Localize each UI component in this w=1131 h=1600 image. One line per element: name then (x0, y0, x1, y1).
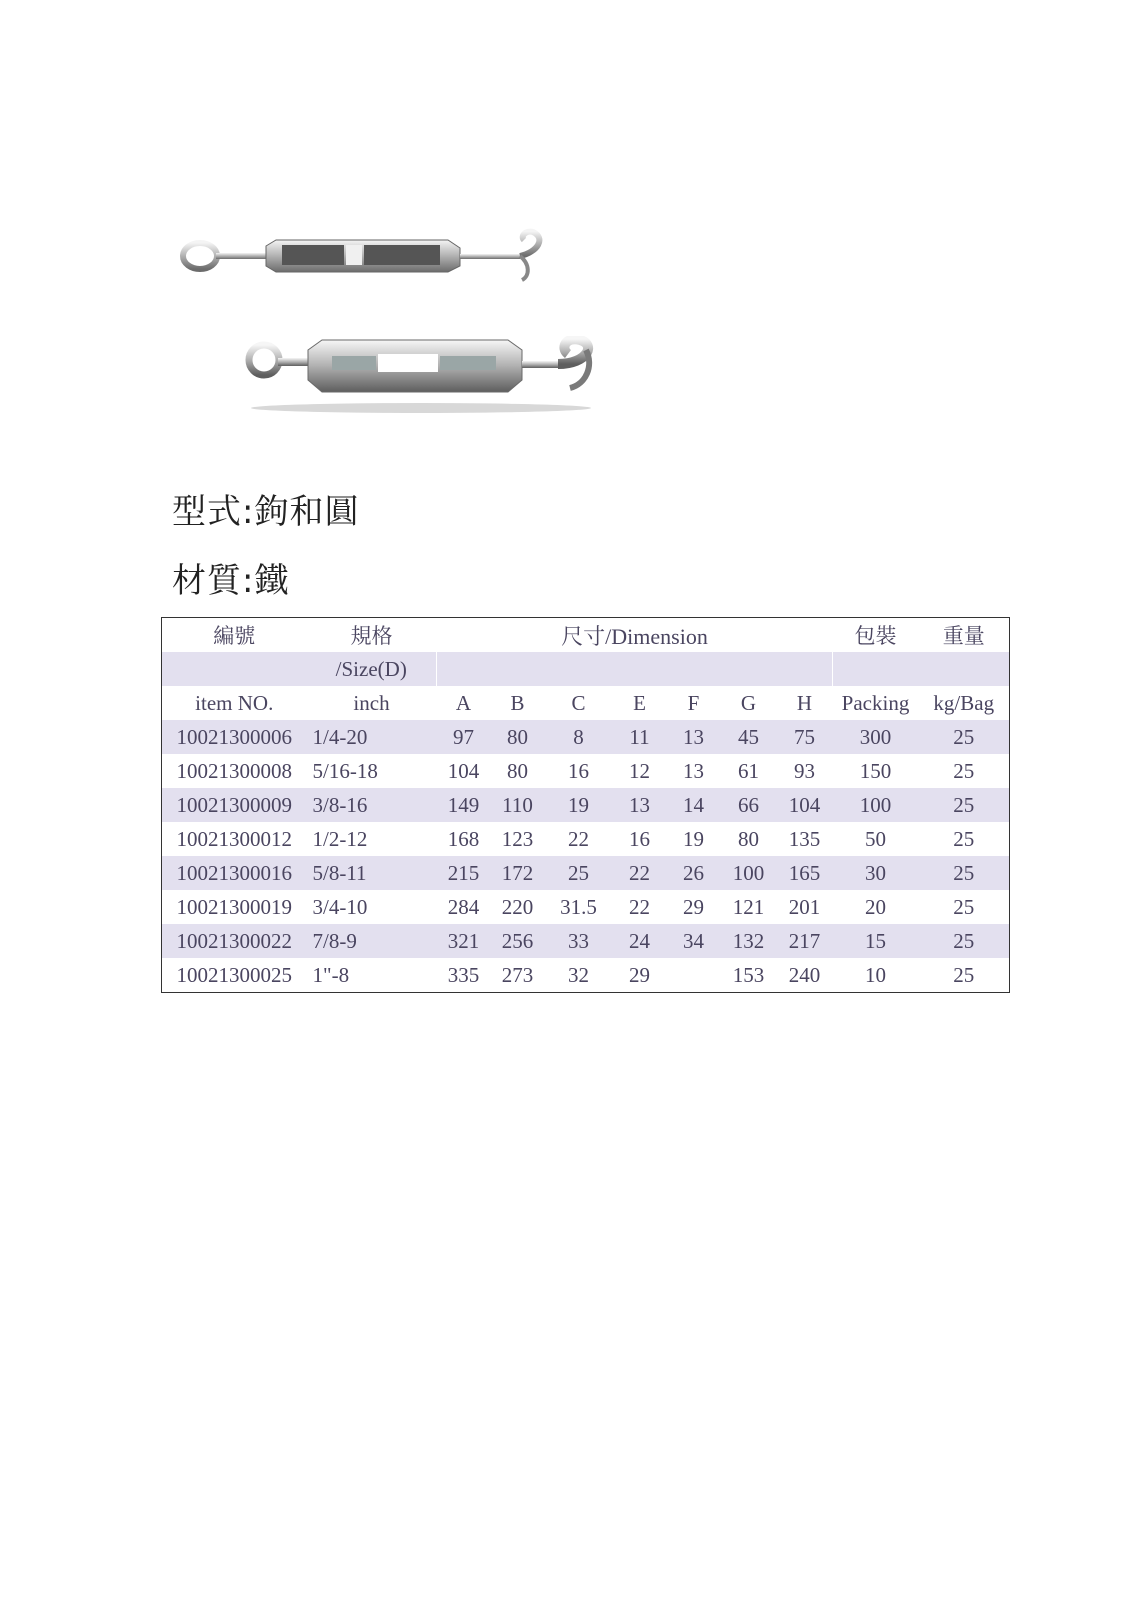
header-size-cn: 規格 (307, 618, 437, 653)
dim-a: 335 (437, 958, 491, 993)
weight-value: 25 (919, 720, 1010, 754)
weight-value: 25 (919, 958, 1010, 993)
header-item-en: item NO. (162, 686, 307, 720)
dim-a: 104 (437, 754, 491, 788)
dim-b: 110 (491, 788, 545, 822)
dim-c: 19 (545, 788, 613, 822)
dim-f: 29 (667, 890, 721, 924)
table-row (162, 856, 1010, 890)
packing-value: 15 (833, 924, 919, 958)
dim-c: 16 (545, 754, 613, 788)
dim-f: 34 (667, 924, 721, 958)
header-item-cn: 編號 (162, 618, 307, 653)
weight-value: 25 (919, 924, 1010, 958)
weight-value: 25 (919, 754, 1010, 788)
packing-value: 50 (833, 822, 919, 856)
table-row (162, 924, 1010, 958)
header-col-g: G (721, 686, 777, 720)
dim-b: 256 (491, 924, 545, 958)
item-number: 10021300019 (162, 890, 307, 924)
dim-g: 45 (721, 720, 777, 754)
dim-f (667, 958, 721, 993)
dim-a: 321 (437, 924, 491, 958)
dim-f: 26 (667, 856, 721, 890)
dim-h: 93 (777, 754, 833, 788)
dim-g: 153 (721, 958, 777, 993)
dim-a: 215 (437, 856, 491, 890)
item-number: 10021300008 (162, 754, 307, 788)
dim-g: 121 (721, 890, 777, 924)
dim-e: 12 (613, 754, 667, 788)
dim-e: 22 (613, 890, 667, 924)
dim-b: 80 (491, 754, 545, 788)
header-size-en: /Size(D) (307, 652, 437, 686)
table-row (162, 720, 1010, 754)
dim-c: 8 (545, 720, 613, 754)
dim-g: 61 (721, 754, 777, 788)
table-row (162, 958, 1010, 993)
dim-c: 25 (545, 856, 613, 890)
size-value: 3/4-10 (307, 890, 437, 924)
header-col-a: A (437, 686, 491, 720)
material-label: 材質:鐵 (172, 561, 290, 601)
dim-g: 132 (721, 924, 777, 958)
dim-h: 201 (777, 890, 833, 924)
dim-f: 14 (667, 788, 721, 822)
header-col-e: E (613, 686, 667, 720)
header-col-b: B (491, 686, 545, 720)
dim-f: 13 (667, 754, 721, 788)
size-value: 5/16-18 (307, 754, 437, 788)
dim-c: 32 (545, 958, 613, 993)
packing-value: 100 (833, 788, 919, 822)
dim-a: 97 (437, 720, 491, 754)
dim-e: 13 (613, 788, 667, 822)
header-weight-cn: 重量 (919, 618, 1010, 653)
item-number: 10021300022 (162, 924, 307, 958)
header-dimension: 尺寸/Dimension (437, 618, 833, 653)
size-value: 1/2-12 (307, 822, 437, 856)
weight-value: 25 (919, 856, 1010, 890)
header-weight-en: kg/Bag (919, 686, 1010, 720)
dim-a: 284 (437, 890, 491, 924)
dim-e: 22 (613, 856, 667, 890)
packing-value: 150 (833, 754, 919, 788)
dim-e: 16 (613, 822, 667, 856)
table-header-row-top (162, 618, 1010, 653)
weight-value: 25 (919, 822, 1010, 856)
weight-value: 25 (919, 890, 1010, 924)
dim-e: 24 (613, 924, 667, 958)
dim-h: 75 (777, 720, 833, 754)
turnbuckle-eye-hook-photo-top (178, 228, 550, 288)
dim-g: 100 (721, 856, 777, 890)
type-label: 型式:鉤和圓 (172, 492, 360, 532)
dim-h: 240 (777, 958, 833, 993)
table-row (162, 754, 1010, 788)
dim-h: 165 (777, 856, 833, 890)
dim-e: 29 (613, 958, 667, 993)
size-value: 5/8-11 (307, 856, 437, 890)
header-size-unit: inch (307, 686, 437, 720)
table-row (162, 890, 1010, 924)
header-packing-cn: 包裝 (833, 618, 919, 653)
header-col-h: H (777, 686, 833, 720)
dim-f: 19 (667, 822, 721, 856)
table-row (162, 788, 1010, 822)
table-header-row-bottom (162, 686, 1010, 720)
packing-value: 20 (833, 890, 919, 924)
size-value: 1/4-20 (307, 720, 437, 754)
item-number: 10021300009 (162, 788, 307, 822)
dim-b: 80 (491, 720, 545, 754)
dim-c: 33 (545, 924, 613, 958)
header-packing-en: Packing (833, 686, 919, 720)
item-number: 10021300025 (162, 958, 307, 993)
dim-b: 220 (491, 890, 545, 924)
turnbuckle-eye-hook-photo-bottom (240, 336, 602, 416)
packing-value: 30 (833, 856, 919, 890)
weight-value: 25 (919, 788, 1010, 822)
dim-c: 31.5 (545, 890, 613, 924)
dim-h: 217 (777, 924, 833, 958)
dim-g: 80 (721, 822, 777, 856)
dim-b: 123 (491, 822, 545, 856)
size-value: 7/8-9 (307, 924, 437, 958)
dim-c: 22 (545, 822, 613, 856)
spec-table (161, 617, 1010, 993)
dim-b: 273 (491, 958, 545, 993)
dim-f: 13 (667, 720, 721, 754)
item-number: 10021300012 (162, 822, 307, 856)
size-value: 1"-8 (307, 958, 437, 993)
header-col-f: F (667, 686, 721, 720)
dim-a: 149 (437, 788, 491, 822)
size-value: 3/8-16 (307, 788, 437, 822)
packing-value: 10 (833, 958, 919, 993)
dim-g: 66 (721, 788, 777, 822)
packing-value: 300 (833, 720, 919, 754)
dim-a: 168 (437, 822, 491, 856)
table-row (162, 822, 1010, 856)
dim-e: 11 (613, 720, 667, 754)
table-header-row-mid (162, 652, 1010, 686)
dim-h: 135 (777, 822, 833, 856)
dim-b: 172 (491, 856, 545, 890)
item-number: 10021300016 (162, 856, 307, 890)
item-number: 10021300006 (162, 720, 307, 754)
header-col-c: C (545, 686, 613, 720)
dim-h: 104 (777, 788, 833, 822)
